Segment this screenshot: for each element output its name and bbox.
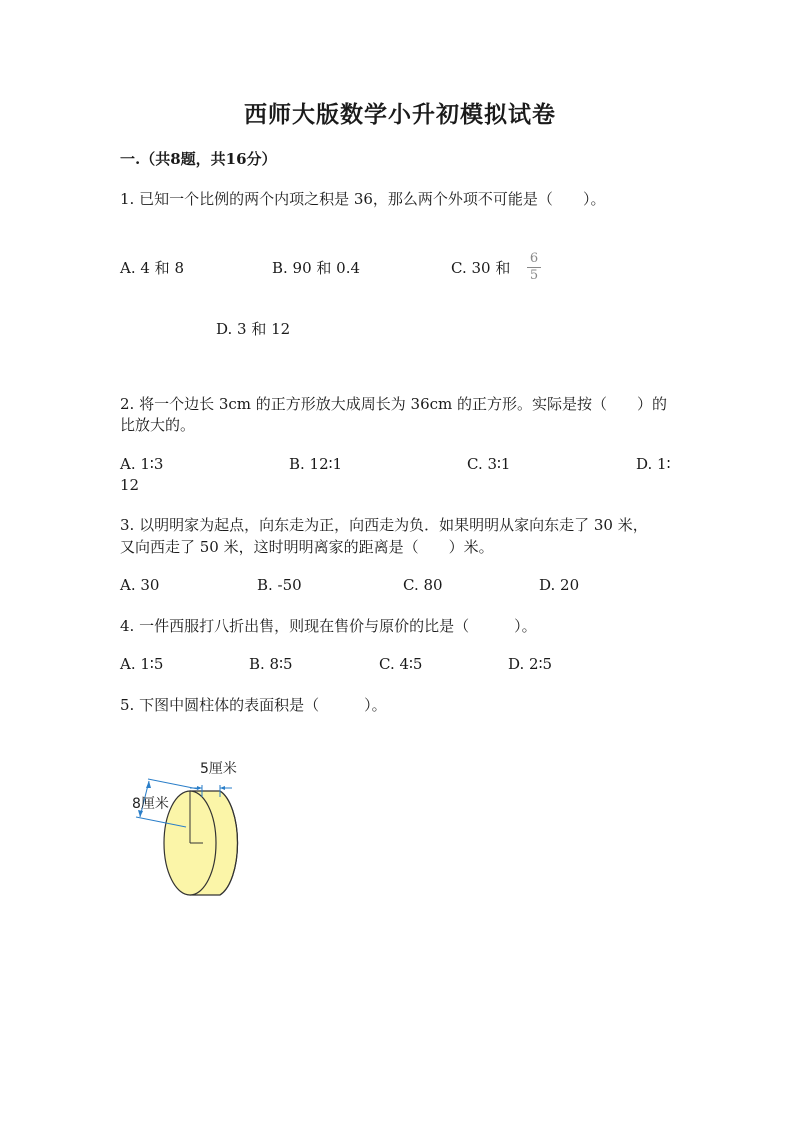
question-2-option-d: D. 1∶ [636, 455, 671, 473]
question-2-stem-line-1: 2. 将一个边长 3cm 的正方形放大成周长为 36cm 的正方形。实际是按（ ）的 [120, 395, 668, 413]
fraction-numerator: 6 [529, 251, 539, 266]
radius-label: 8厘米 [132, 796, 169, 812]
section-header: 一.（共8题，共16分） [120, 150, 277, 168]
cylinder-diagram [120, 755, 260, 905]
question-4-stem: 4. 一件西服打八折出售，则现在售价与原价的比是（ ）。 [120, 617, 537, 635]
question-1-option-c: C. 30 和 [451, 259, 511, 277]
question-5-stem: 5. 下图中圆柱体的表面积是（ ）。 [120, 696, 387, 714]
fraction-denominator: 5 [529, 268, 539, 283]
question-4-option-a: A. 1∶5 [120, 655, 164, 673]
question-3-option-a: A. 30 [120, 576, 160, 594]
height-label: 5厘米 [200, 761, 237, 777]
question-3-option-c: C. 80 [403, 576, 443, 594]
question-1-option-c-fraction [527, 252, 541, 283]
page-title: 西师大版数学小升初模拟试卷 [244, 101, 556, 128]
question-1-option-b: B. 90 和 0.4 [272, 259, 361, 277]
question-3-stem-line-2: 又向西走了 50 米，这时明明离家的距离是（ ）米。 [120, 538, 494, 556]
question-2-option-c: C. 3∶1 [467, 455, 511, 473]
question-4-option-b: B. 8∶5 [249, 655, 293, 673]
question-3-option-b: B. -50 [257, 576, 302, 594]
question-2-option-b: B. 12∶1 [289, 455, 343, 473]
question-2-stem-line-2: 比放大的。 [120, 416, 196, 434]
question-3-option-d: D. 20 [539, 576, 580, 594]
question-2-option-a: A. 1∶3 [120, 455, 164, 473]
question-2-option-d-continued: 12 [120, 476, 140, 494]
question-1-stem: 1. 已知一个比例的两个内项之积是 36，那么两个外项不可能是（ ）。 [120, 190, 606, 208]
cylinder-figure [120, 755, 260, 909]
question-4-option-d: D. 2∶5 [508, 655, 553, 673]
question-1-option-d: D. 3 和 12 [216, 320, 291, 338]
question-3-stem-line-1: 3. 以明明家为起点，向东走为正，向西走为负．如果明明从家向东走了 30 米， [120, 516, 648, 534]
question-4-option-c: C. 4∶5 [379, 655, 423, 673]
question-1-option-a: A. 4 和 8 [120, 259, 184, 277]
